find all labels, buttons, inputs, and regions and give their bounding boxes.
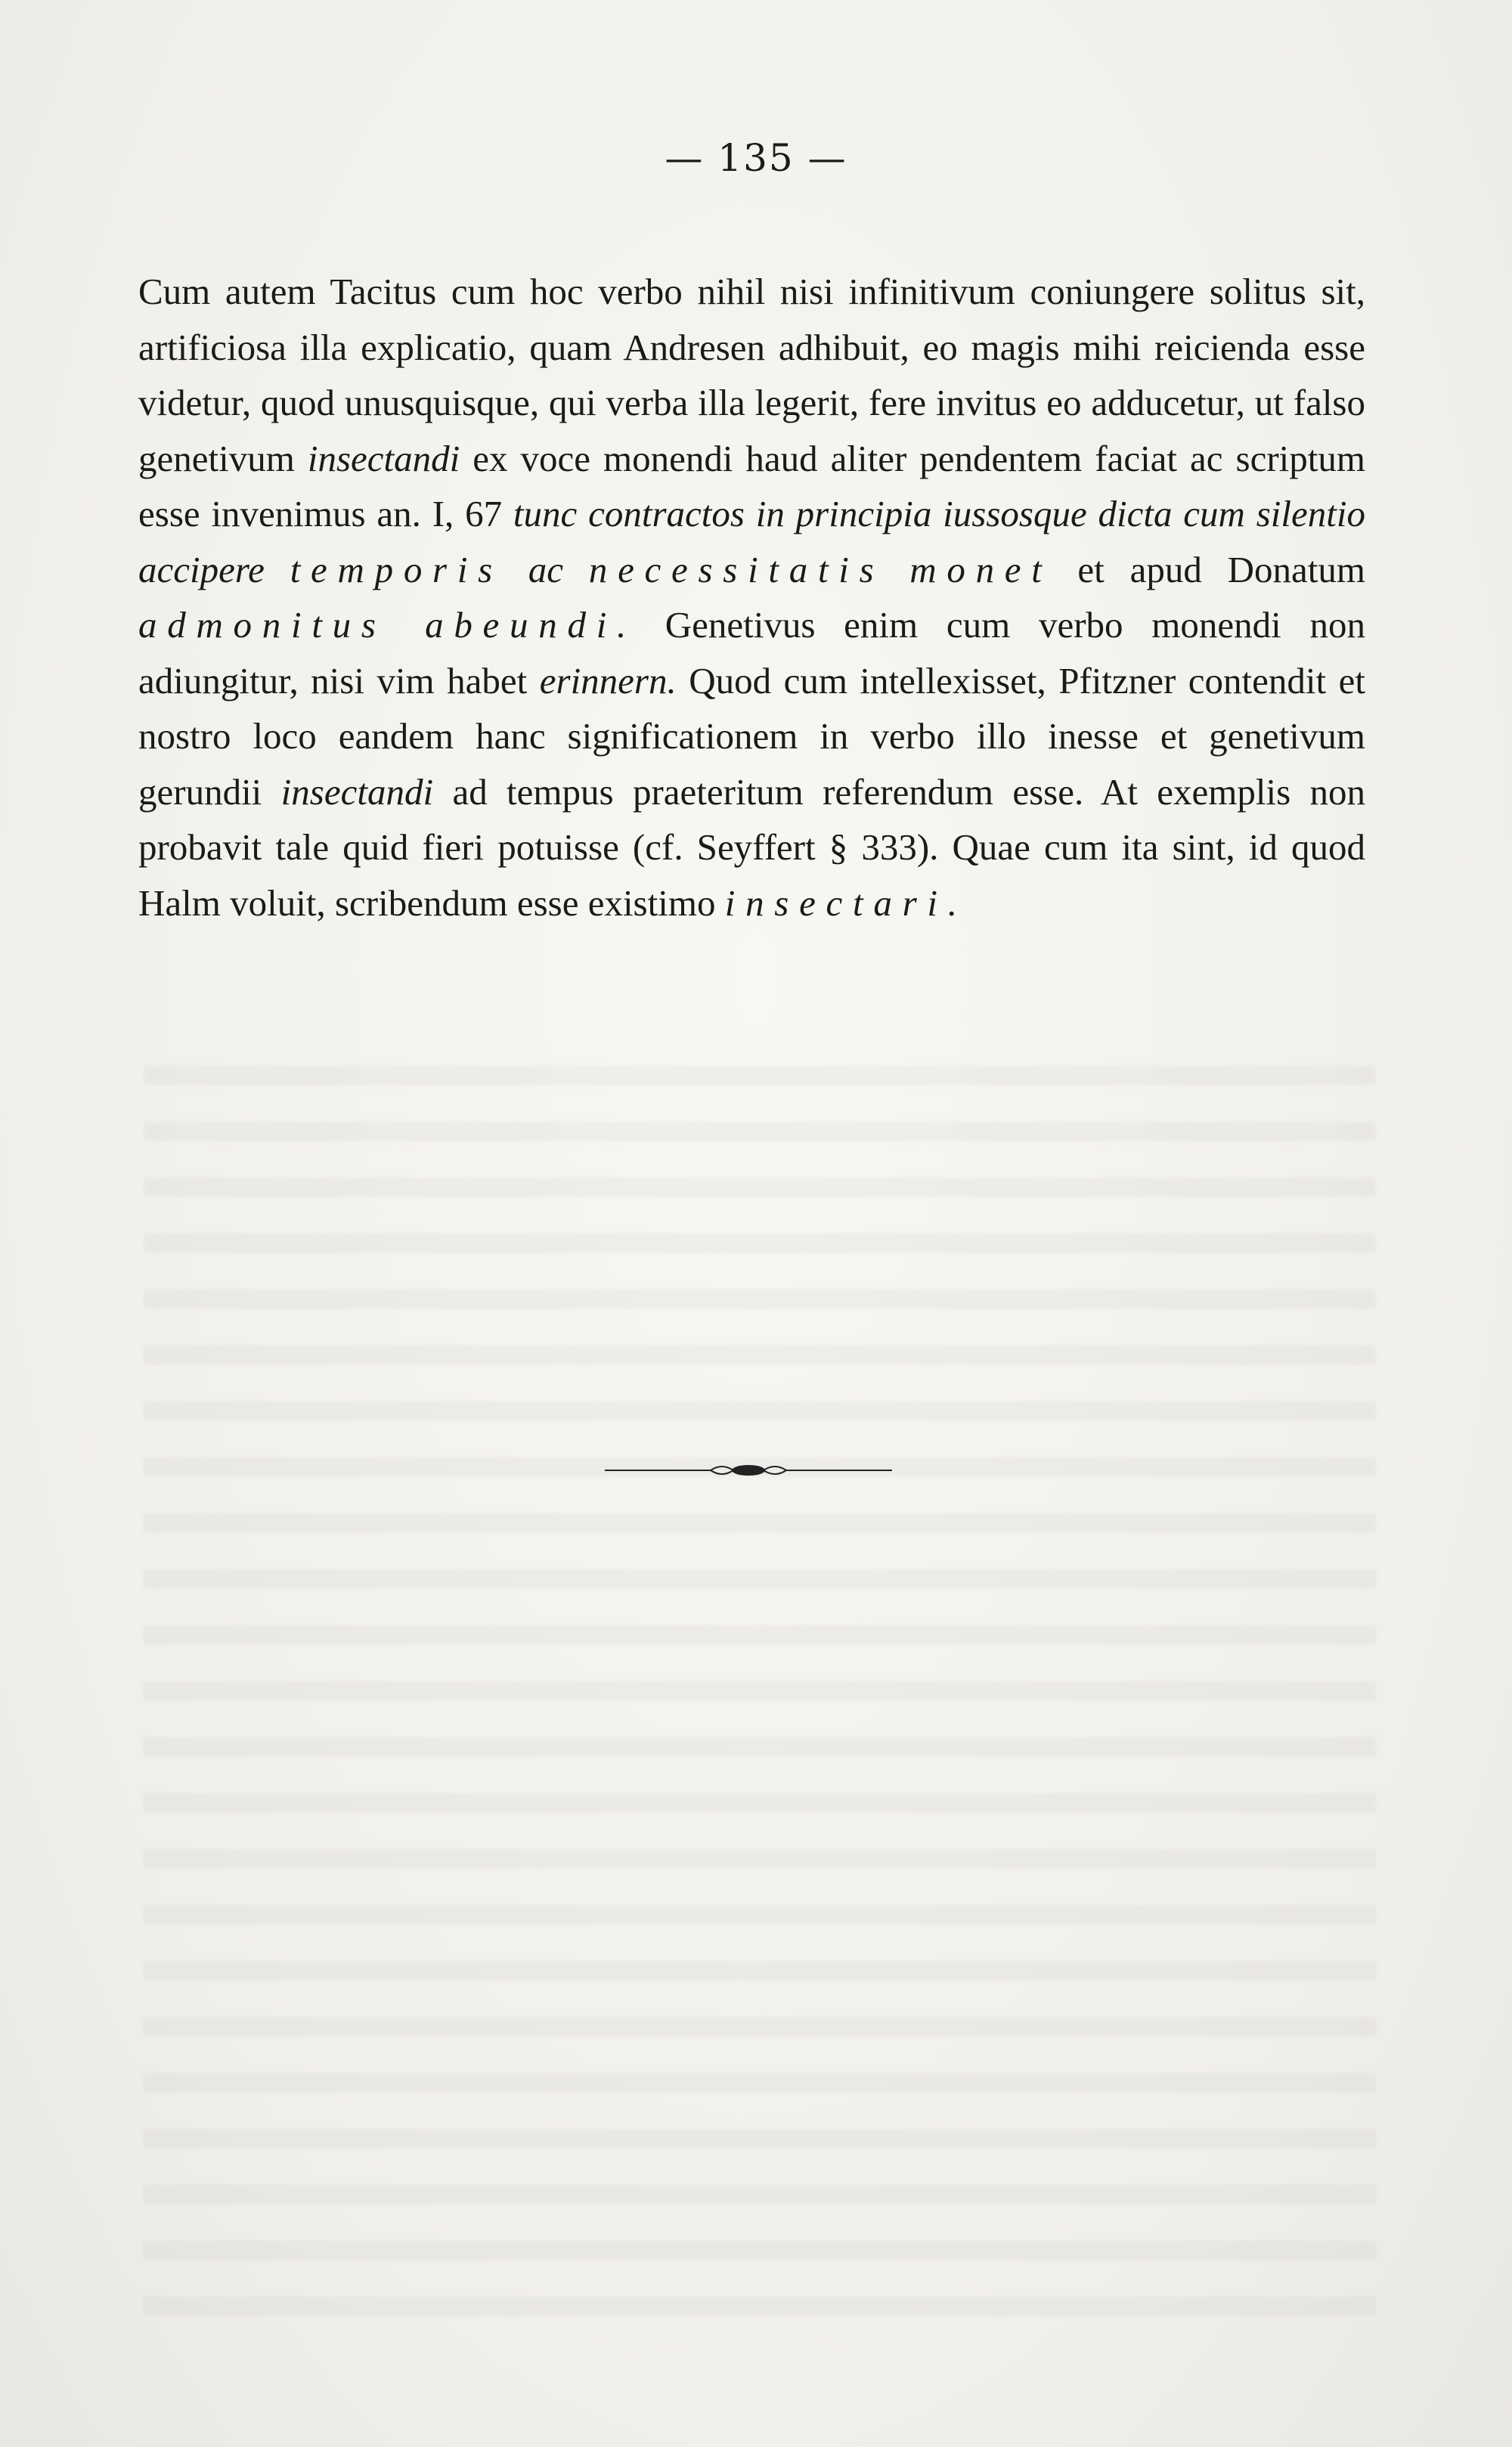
text-run: ad tempus praeteritum referendum esse. At exemplis non probavit tale quid fieri potuisse (cf. Seyffert § 333). Quae cum ita sint, id quod Halm voluit, scribendum esse existimo (138, 770, 1365, 924)
spaced-term: insectari. (724, 881, 968, 924)
italic-quotation: tunc contractos in principia iussosque dicta cum silentio accipere (138, 493, 1366, 590)
text-run (503, 549, 528, 590)
text-run: Cum autem Tacitus cum hoc verbo nihil nisi infinitivum coniungere solitus sit, artificiosa illa explicatio, quam Andresen adhibuit, eo magis mihi reicienda esse videtur, quod unusquisque, qui verba illa legerit, fere invitus eo adducetur, ut falso genetivum (138, 271, 1365, 479)
text-run (265, 549, 290, 590)
italic-term: insectandi (307, 437, 460, 479)
text-run: ex voce monendi haud aliter pendentem faciat ac scriptum esse invenimus an. I, 67 (138, 437, 1365, 534)
spaced-term: temporis (290, 548, 503, 590)
text-run: Quod cum intellexisset, Pfitzner contendit et nostro loco eandem hanc significationem in verbo illo inesse et genetivum gerundii (138, 659, 1365, 813)
text-run: et apud Donatum (1052, 548, 1366, 590)
italic-term: ac (528, 548, 564, 590)
text-run: Genetivus enim cum verbo monendi non adiungitur, nisi vim habet (138, 604, 1365, 702)
text-run (884, 549, 909, 590)
text-run (563, 549, 589, 590)
bleed-through-texture (144, 1066, 1376, 2343)
page-number: — 135 — (665, 136, 847, 180)
body-paragraph (138, 264, 1365, 931)
italic-term: insectandi (280, 770, 434, 813)
decorative-rule-icon (597, 1455, 900, 1485)
italic-term: erinnern. (539, 659, 677, 702)
spaced-term: admonitus abeundi. (138, 604, 637, 646)
spaced-term: monet (909, 548, 1052, 590)
spaced-term: necessitatis (588, 548, 885, 590)
